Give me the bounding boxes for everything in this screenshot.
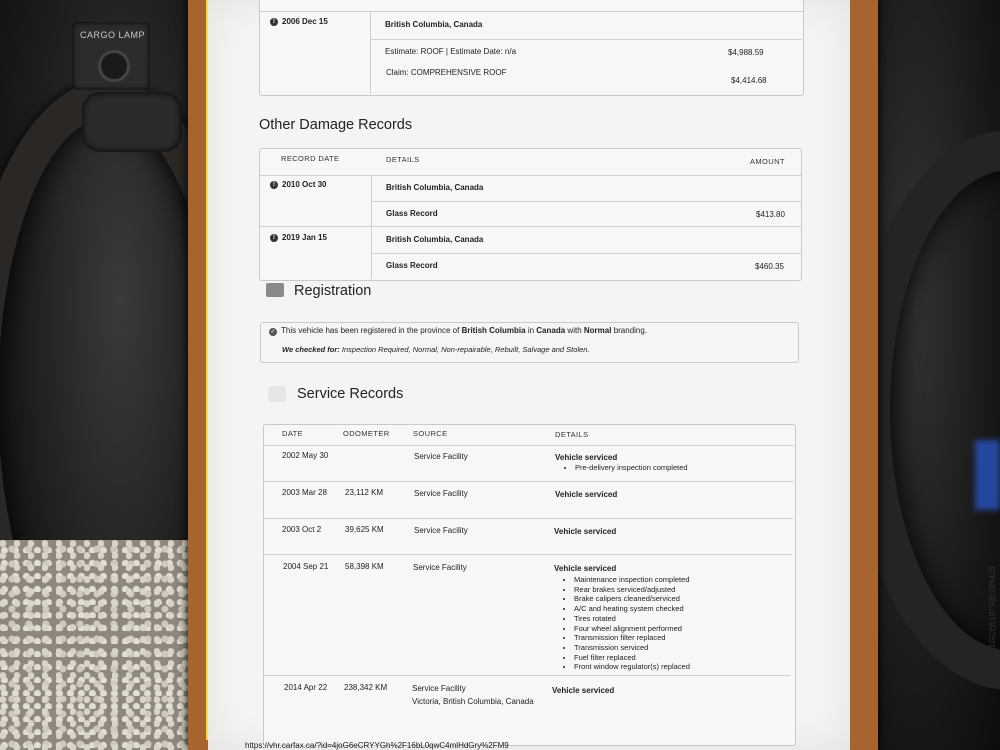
- report-page: [208, 0, 997, 750]
- vin-number: 1GCEK19T92E288433: [988, 566, 997, 648]
- service-odometer: 238,342 KM: [344, 683, 388, 692]
- registration-message: [269, 326, 647, 336]
- service-item: • Four wheel alignment performed: [574, 624, 690, 634]
- reg-province: British Columbia: [461, 326, 526, 335]
- other-damage-card: [259, 148, 802, 281]
- damage-record-amount: $413.80: [756, 210, 785, 219]
- service-detail: Vehicle serviced: [554, 527, 617, 536]
- service-title: Service Records: [297, 386, 404, 402]
- checked-items: Inspection Required, Normal, Non-repairable, Rebuilt, Salvage and Stolen.: [341, 345, 590, 354]
- service-source-location: Victoria, British Columbia, Canada: [412, 697, 534, 706]
- divider: [371, 201, 801, 202]
- claim-label: Claim:: [386, 68, 409, 77]
- service-item: • Transmission serviced: [574, 643, 690, 653]
- service-odometer: 39,625 KM: [345, 525, 384, 534]
- reg-country: Canada: [536, 326, 566, 335]
- service-item: • Front window regulator(s) replaced: [574, 662, 690, 672]
- page-url: https://vhr.carfax.ca/?id=4joG6eCRYYGh%2F16bL0qwC4mlHdGry%2FM9: [245, 741, 509, 750]
- service-odometer: 58,398 KM: [345, 562, 384, 571]
- damage-record-amount: $460.35: [755, 262, 784, 271]
- service-date: 2003 Mar 28: [282, 488, 327, 497]
- reg-msg-in: in: [527, 326, 535, 335]
- service-detail: Vehicle serviced: [555, 453, 618, 462]
- estimate-text: ROOF | Estimate Date: n/a: [420, 47, 517, 56]
- divider: [371, 175, 372, 279]
- service-source: Service Facility: [414, 526, 468, 535]
- top-record-date: [270, 17, 328, 26]
- info-icon: !: [270, 234, 278, 242]
- damage-record-date-text: 2010 Oct 30: [282, 180, 327, 189]
- service-date: 2004 Sep 21: [283, 562, 329, 571]
- service-item: • Pre-delivery inspection completed: [575, 463, 688, 473]
- reg-branding: Normal: [583, 326, 612, 335]
- service-detail: Vehicle serviced: [554, 564, 617, 573]
- reg-msg-with: with: [567, 326, 582, 335]
- damage-record-date-text: 2019 Jan 15: [282, 233, 327, 242]
- gravel-ground: [0, 540, 190, 750]
- top-record-card: [259, 0, 804, 96]
- registration-icon: [266, 283, 284, 297]
- header-record-date: RECORD DATE: [281, 154, 340, 163]
- check-circle-icon: ✓: [270, 329, 276, 335]
- service-item: • Rear brakes serviced/adjusted: [574, 585, 690, 595]
- service-date: 2003 Oct 2: [282, 525, 322, 534]
- divider: [263, 445, 794, 446]
- service-detail: Vehicle serviced: [555, 490, 618, 499]
- header-odometer: ODOMETER: [343, 429, 390, 438]
- header-details: DETAILS: [386, 155, 420, 164]
- info-icon: !: [270, 18, 278, 26]
- damage-record-location: British Columbia, Canada: [386, 235, 484, 244]
- cargo-lamp-label: CARGO LAMP: [80, 30, 146, 40]
- other-damage-title: Other Damage Records: [259, 117, 413, 133]
- divider: [263, 518, 793, 519]
- damage-record-location: British Columbia, Canada: [386, 183, 484, 192]
- divider: [263, 554, 792, 555]
- divider: [371, 253, 801, 254]
- headlight-stalk: [82, 92, 182, 152]
- damage-record-date: [270, 233, 327, 242]
- header-source: SOURCE: [413, 429, 448, 438]
- header-date: DATE: [282, 429, 304, 438]
- service-item: • Transmission filter replaced: [574, 633, 690, 643]
- service-item: • Fuel filter replaced: [574, 653, 690, 663]
- registration-checked: [282, 345, 590, 354]
- header-details: DETAILS: [555, 430, 589, 439]
- claim-text: COMPREHENSIVE ROOF: [410, 68, 507, 77]
- top-record-location: British Columbia, Canada: [385, 20, 483, 29]
- damage-record-detail: Glass Record: [386, 261, 438, 270]
- divider: [370, 39, 802, 40]
- service-item: • Maintenance inspection completed: [574, 575, 690, 585]
- service-date: 2014 Apr 22: [284, 683, 328, 692]
- estimate-label: Estimate:: [385, 47, 419, 56]
- divider: [259, 175, 801, 176]
- service-odometer: 23,112 KM: [345, 488, 384, 497]
- damage-record-date: [270, 180, 326, 189]
- service-icon: [268, 386, 286, 402]
- service-source: Service Facility: [412, 684, 466, 693]
- checked-label: We checked for:: [282, 345, 340, 354]
- service-source: Service Facility: [414, 489, 468, 498]
- cargo-lamp-switch: [72, 22, 150, 90]
- service-item: • Tires rotated: [574, 614, 690, 624]
- divider: [263, 675, 790, 676]
- top-record-estimate-amount: $4,988.59: [728, 48, 764, 57]
- registration-title: Registration: [294, 283, 372, 299]
- service-items: [556, 575, 690, 672]
- reg-msg-prefix: This vehicle has been registered in the province of: [281, 326, 460, 335]
- service-detail: Vehicle serviced: [552, 686, 615, 695]
- divider: [259, 11, 803, 12]
- cargo-lamp-knob: [98, 50, 130, 82]
- service-item: • Brake calipers cleaned/serviced: [574, 594, 690, 604]
- service-source: Service Facility: [413, 563, 467, 572]
- service-items: [557, 463, 688, 473]
- divider: [263, 481, 794, 482]
- info-icon: !: [270, 181, 278, 189]
- top-record-claim: [386, 68, 506, 77]
- top-record-estimate: [385, 47, 516, 56]
- header-amount: AMOUNT: [750, 157, 785, 166]
- service-date: 2002 May 30: [282, 451, 329, 460]
- divider: [370, 11, 371, 94]
- divider: [259, 226, 801, 227]
- service-source: Service Facility: [414, 452, 468, 461]
- top-record-claim-amount: $4,414.68: [731, 76, 767, 85]
- service-item: • A/C and heating system checked: [574, 604, 690, 614]
- damage-record-detail: Glass Record: [386, 209, 438, 218]
- blue-light: [975, 440, 1000, 510]
- reg-msg-suffix: branding.: [613, 326, 648, 335]
- top-record-date-text: 2006 Dec 15: [282, 17, 328, 26]
